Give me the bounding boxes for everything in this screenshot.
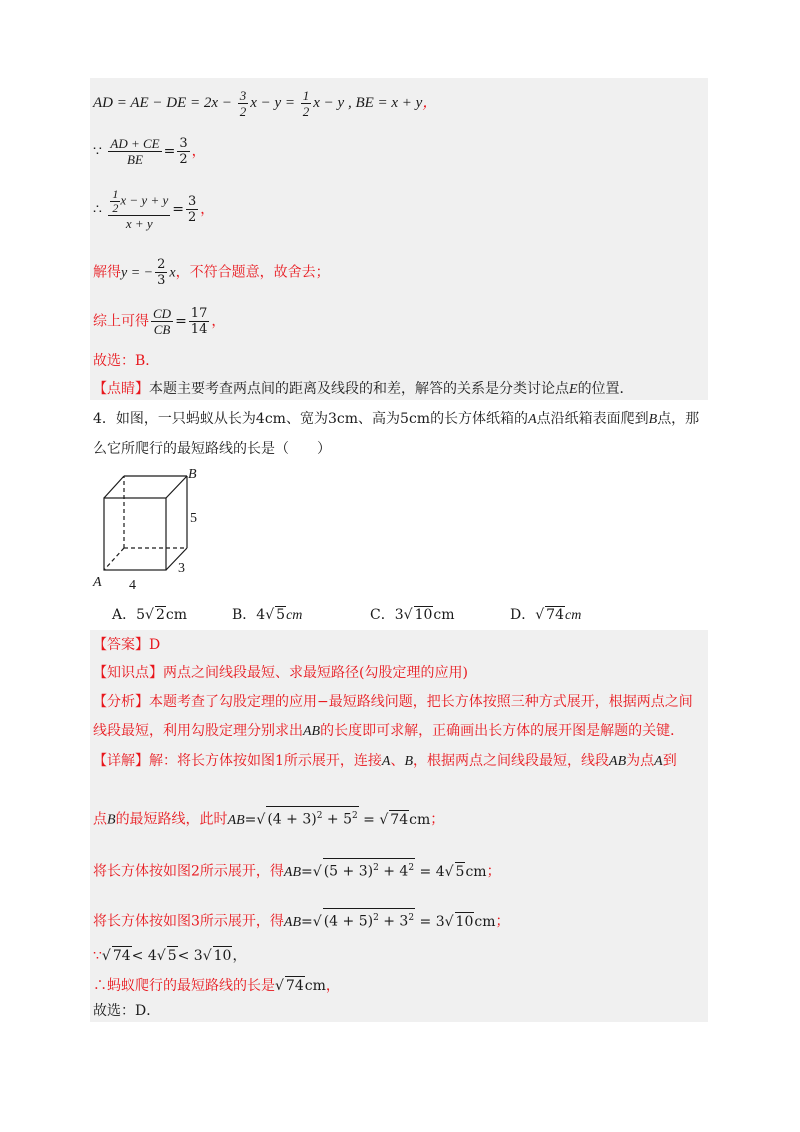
conclude-prefix: 综上可得 — [93, 313, 149, 330]
q-text: 的长方体纸箱的 — [430, 411, 529, 427]
segment-ab: AB — [303, 724, 321, 739]
label-a: A — [93, 575, 102, 590]
detail-line-1 — [93, 752, 677, 771]
knowledge-text: 两点之间线段最短、求最短路径(勾股定理的应用) — [163, 665, 468, 681]
frac-3-2 — [186, 194, 198, 225]
compare-line: ∵√ 74< 4√ 5< 3√ 10， — [93, 948, 247, 964]
frac-3-2 — [177, 136, 189, 167]
answer-tag: 【答案】 — [93, 637, 149, 653]
punct: ， — [232, 948, 247, 964]
conclusion-text: 蚂蚁爬行的最短路线的长是 — [107, 978, 275, 994]
unit: cm — [304, 978, 326, 994]
final-choice: 故选：D． — [93, 1003, 161, 1019]
frac-den: 2 — [239, 104, 247, 119]
radicand: 74 — [112, 948, 131, 964]
coef: 5 — [136, 607, 146, 623]
radicand: $(5 + 3)^2 + 4^2$ — [323, 858, 415, 881]
point-b: B — [107, 812, 116, 828]
analysis-line-2 — [93, 722, 684, 741]
frac-num: 3 — [179, 136, 188, 151]
detail-text: 解：将长方体按如图 — [149, 753, 275, 769]
less-than: < 3 — [177, 948, 203, 964]
fig-num: 3 — [191, 913, 200, 930]
unit: cm — [286, 608, 303, 623]
unit: cm — [465, 863, 487, 880]
result-radicand: 5 — [455, 863, 465, 880]
comma: ， — [191, 143, 206, 160]
formula: AB=√ $(4 + 3)^2 + 5^2$ = √ 74cm — [228, 812, 431, 828]
frac-cd-cb — [151, 306, 173, 337]
choice-line: 故选：B． — [93, 353, 160, 369]
because-symbol: ∵ — [93, 143, 102, 160]
detail-step-1 — [93, 806, 444, 830]
radicand: 10 — [414, 607, 433, 623]
frac-num: 3 — [239, 88, 247, 103]
question-line-2: 么它所爬行的最短路线的长是（ ） — [93, 441, 331, 457]
equals: = — [163, 143, 176, 160]
coef: 3 — [394, 607, 404, 623]
label-length: 4 — [129, 578, 136, 593]
because-symbol: ∵ — [93, 948, 102, 964]
eq-line-1 — [93, 88, 437, 119]
result-radicand: 74 — [390, 811, 409, 828]
detail-text: ，根据两点之间线段最短，线段 — [413, 753, 610, 769]
q-text: 4．如图，一只蚂蚁从长为 — [93, 411, 256, 427]
unit: cm — [409, 811, 431, 828]
radicand-part: + 5 — [322, 811, 352, 828]
formula: √ 74cm — [275, 978, 326, 994]
detail-text: 点 — [93, 811, 107, 828]
segment-ab: AB — [283, 864, 302, 880]
cuboid-figure — [92, 464, 222, 594]
analysis-text: 的长度即可求解，正确画出长方体的展开图是解题的关键． — [320, 723, 685, 739]
eq-line-5 — [93, 306, 225, 337]
q-unit: cm — [336, 411, 359, 427]
segment-ab: AB — [227, 812, 245, 828]
radicand-part: (5 + 3) — [323, 863, 374, 880]
option-label: D． — [510, 607, 536, 623]
coef: = 3 — [419, 913, 445, 930]
comma: ， — [211, 313, 226, 330]
point-a: A — [381, 754, 391, 769]
eq1-mid: x − y = — [250, 94, 299, 111]
point-b: B — [404, 754, 414, 769]
radicand: 74 — [285, 978, 304, 994]
analysis-line-1 — [93, 693, 693, 711]
frac-num: AD + CE — [110, 136, 160, 151]
q-width: 3 — [327, 411, 337, 427]
frac-den: 2 — [187, 210, 197, 225]
label-height: 5 — [190, 511, 197, 526]
radicand: 5 — [276, 607, 286, 623]
equals: = — [244, 811, 257, 828]
q-text: 、高为 — [358, 411, 401, 427]
option-label: A． — [112, 607, 137, 623]
radicand-part: + 4 — [378, 863, 409, 880]
frac-num: 1 — [302, 88, 310, 103]
detail-text: 的最短路线，此时 — [115, 811, 228, 828]
frac-1-2 — [301, 88, 312, 119]
q-text: 点沿纸箱表面爬到 — [536, 411, 649, 427]
point-e: E — [569, 382, 578, 397]
radicand: $(4 + 3)^2 + 5^2$ — [266, 806, 358, 829]
tip-tag: 【点睛】 — [93, 381, 149, 397]
detail-text: 将长方体按如图 — [93, 913, 191, 930]
frac-den: CB — [153, 322, 171, 337]
frac-num: CD — [153, 306, 172, 321]
frac-17-14 — [189, 306, 210, 337]
punct: ， — [325, 978, 340, 994]
y-eq: y = − — [121, 265, 154, 281]
result-radicand: 10 — [455, 913, 474, 930]
label-b: B — [188, 467, 197, 482]
answer-line — [93, 636, 160, 654]
therefore-symbol: ∴ — [93, 978, 107, 994]
detail-tag: 【详解】 — [93, 753, 149, 769]
frac-den: 2 — [179, 152, 188, 167]
segment-ab: AB — [609, 754, 627, 769]
sep: 、 — [390, 753, 405, 769]
radicand-part: (4 + 3) — [267, 811, 317, 828]
option-b[interactable]: B．4√ 5cm — [232, 607, 303, 623]
radicand: $(4 + 5)^2 + 3^2$ — [323, 908, 415, 931]
option-label: C． — [370, 607, 395, 623]
frac-3-2 — [238, 88, 249, 119]
eq1-rhs: x − y , BE = x + y — [313, 94, 423, 111]
point-b: B — [648, 412, 658, 427]
q-text: 、宽为 — [285, 411, 328, 427]
comma: ， — [422, 94, 438, 111]
detail-text: 为点 — [626, 753, 655, 769]
compound-fraction — [108, 188, 170, 231]
frac-num: 17 — [190, 306, 208, 321]
question-line-1 — [93, 410, 699, 429]
x-var: x — [169, 265, 176, 281]
option-label: B． — [232, 607, 257, 623]
fig-num: 1 — [275, 753, 284, 769]
frac-num: 1 — [112, 187, 119, 201]
solution-shade-top — [90, 78, 708, 400]
formula: AB=√ $(4 + 5)^2 + 3^2 = 3√$ 10cm — [284, 914, 496, 930]
q-unit: cm — [264, 411, 286, 427]
frac-num: 2 — [157, 257, 166, 272]
radicand-part: (4 + 5) — [323, 913, 374, 930]
punct: ； — [486, 863, 501, 880]
eq-line-4 — [93, 257, 330, 288]
equals: = — [301, 913, 313, 930]
point-a: A — [528, 412, 537, 427]
analysis-text: 线段最短，利用勾股定理分别求出 — [93, 723, 303, 739]
eq-line-3 — [93, 188, 214, 231]
num-rest: x − y + y — [120, 192, 169, 208]
radicand: 74 — [546, 607, 564, 623]
knowledge-tag: 【知识点】 — [93, 665, 163, 681]
option-a[interactable]: A．5√ 2cm — [112, 607, 188, 623]
option-c[interactable]: C．3√ 10cm — [370, 607, 455, 623]
detail-text: 所示展开，连接 — [283, 753, 382, 769]
coef: 4 — [256, 607, 266, 623]
unit: cm — [564, 608, 582, 623]
q-length: 4 — [255, 411, 265, 427]
equals: = — [175, 313, 187, 330]
fig-num: 2 — [191, 863, 200, 880]
analysis-tag: 【分析】 — [93, 694, 149, 710]
detail-text: 到 — [662, 753, 677, 769]
frac-2-3 — [155, 257, 167, 288]
equals: = — [172, 201, 184, 218]
frac-ad-ce-be — [108, 136, 161, 167]
option-d[interactable]: D．√ 74cm — [510, 607, 582, 623]
q-height: 5 — [400, 411, 409, 427]
detail-step-2 — [93, 858, 501, 882]
therefore-symbol: ∴ — [93, 201, 102, 218]
label-width: 3 — [178, 561, 185, 576]
detail-text: 所示展开，得 — [199, 863, 284, 880]
tip-text: 本题主要考查两点间的距离及线段的和差，解答的关系是分类讨论点 — [149, 381, 569, 397]
formula: AB=√ $(5 + 3)^2 + 4^2 = 4√$ 5cm — [284, 864, 487, 880]
compound-num — [108, 188, 170, 216]
frac-1-2 — [110, 188, 120, 215]
solve-prefix: 解得 — [93, 264, 121, 281]
unit: cm — [433, 607, 455, 623]
analysis-text: 本题考查了勾股定理的应用−最短路线问题，把长方体按照三种方式展开，根据两点之间 — [149, 694, 693, 710]
edge — [166, 476, 187, 498]
radicand: 2 — [155, 607, 165, 623]
radicand: 10 — [213, 948, 232, 964]
less-than: < 4 — [131, 948, 157, 964]
punct: ； — [495, 913, 510, 930]
answer-value: D — [149, 637, 161, 653]
conclusion-line — [93, 976, 340, 995]
unit: cm — [165, 607, 188, 623]
edge — [104, 476, 124, 498]
segment-ab: AB — [283, 914, 302, 930]
radicand: 5 — [167, 948, 177, 964]
frac-den: 3 — [157, 273, 166, 288]
hidden-edge — [104, 548, 124, 570]
frac-den: 2 — [112, 201, 119, 215]
detail-step-3 — [93, 908, 510, 932]
frac-den: 2 — [302, 104, 310, 119]
detail-text: 所示展开，得 — [199, 913, 284, 930]
tip-text-end: 的位置． — [577, 381, 634, 397]
frac-den: 14 — [190, 322, 208, 337]
radicand-part: + 3 — [378, 913, 409, 930]
frac-den: BE — [127, 152, 143, 167]
solve-suffix: ，不符合题意，故舍去； — [175, 264, 330, 281]
compound-den: x + y — [125, 216, 153, 231]
point-a: A — [654, 754, 663, 769]
punct: ； — [430, 811, 445, 828]
unit: cm — [474, 913, 496, 930]
tip-line — [93, 380, 634, 399]
eq1-lhs: AD = AE − DE = 2x − — [93, 94, 236, 111]
eq-line-2 — [93, 136, 206, 167]
frac-num: 3 — [187, 194, 197, 209]
coef: = 4 — [419, 863, 445, 880]
q-text: 点，那 — [657, 411, 700, 427]
q-unit: cm — [408, 411, 431, 427]
comma: ， — [200, 201, 215, 218]
detail-text: 将长方体按如图 — [93, 863, 191, 880]
equals: = — [301, 863, 313, 880]
knowledge-line — [93, 664, 468, 682]
